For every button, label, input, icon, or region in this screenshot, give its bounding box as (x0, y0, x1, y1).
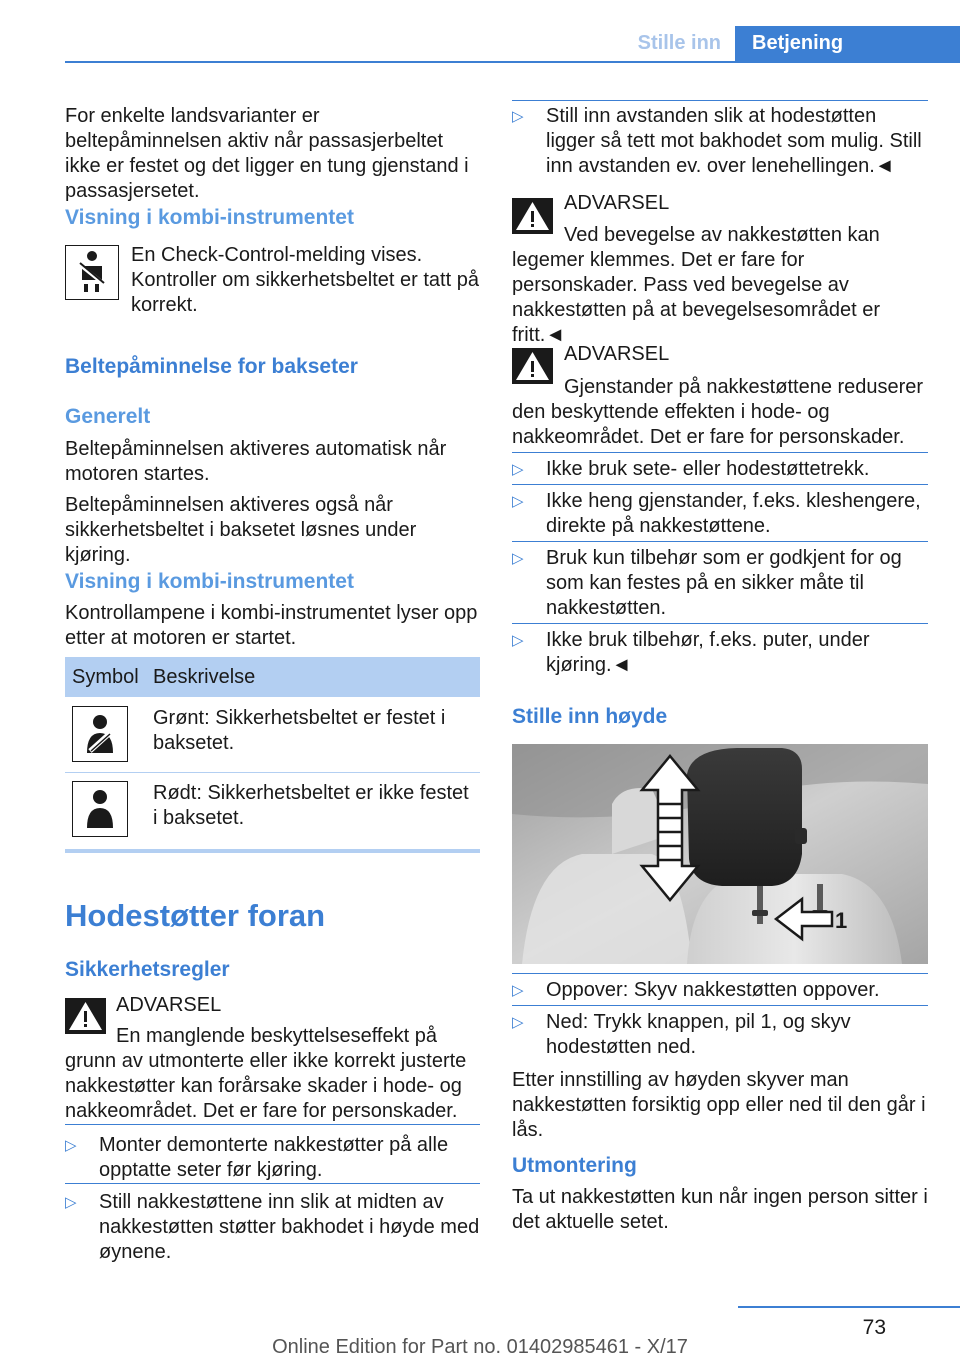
footer-rule (738, 1306, 960, 1308)
bullet-divider (512, 623, 928, 624)
photo-callout-1: 1 (835, 908, 848, 933)
bullet-triangle-icon: ▷ (512, 550, 524, 567)
table-end-rule (65, 849, 480, 853)
visning-1-text: En Check-Control-melding vises. Kontroller om sikkerhetsbeltet er tatt på korrekt. (131, 244, 479, 316)
bullet-divider (65, 1183, 480, 1184)
bullet-divider (512, 484, 928, 485)
table-row-1-description: Grønt: Sikkerhetsbeltet er festet i baksetet. (153, 707, 446, 754)
bullet-divider (65, 1124, 480, 1125)
seatbelt-reminder-icon (66, 246, 117, 298)
bullet-triangle-icon: ▷ (512, 493, 524, 510)
warning-1-label: ADVARSEL (564, 192, 670, 214)
bullet-triangle-icon: ▷ (512, 108, 524, 125)
bullet-triangle-icon: ▷ (512, 461, 524, 478)
table-row-2-description: Rødt: Sikkerhetsbeltet er ikke festet i baksetet. (153, 782, 469, 829)
bullet-divider (512, 541, 928, 542)
heading-generelt: Generelt (65, 405, 151, 428)
heading-hodestotter-foran: Hodestøtter foran (65, 898, 326, 933)
after-adjust-text: Etter innstilling av høyden skyver man nakkestøtten forsiktig opp eller ned til den går i lås. (512, 1069, 926, 1141)
heading-bakseter: Beltepåminnelse for bakseter (65, 355, 358, 378)
bullet-triangle-icon: ▷ (512, 632, 524, 649)
col-description-header: Beskrivelse (153, 666, 256, 688)
headrest-height-photo (512, 744, 928, 964)
generelt-paragraph-1: Beltepåminnelsen aktiveres automatisk når motoren startes. (65, 438, 447, 485)
headrest-illustration (512, 744, 928, 964)
bullet-divider (512, 1005, 928, 1006)
warning-1-text: Ved bevegelse av nakkestøtten kan legemer klemmes. Det er fare for personskader. Pass ved bevegelse av nakkestøtten på at bevegelsesområdet er fritt.◄ (512, 224, 880, 346)
heading-utmontering: Utmontering (512, 1154, 637, 1177)
page-number: 73 (862, 1316, 886, 1339)
heading-stille-inn-hoyde: Stille inn høyde (512, 705, 668, 728)
table-row-divider (65, 772, 480, 773)
bullet-triangle-icon: ▷ (512, 982, 524, 999)
footer-edition-text: Online Edition for Part no. 01402985461 - X/17 (272, 1336, 688, 1358)
intro-paragraph: For enkelte landsvarianter er beltepåminnelsen aktiv når passasjerbeltet ikke er festet og det ligger en tung gjenstand i passasjersetet. (65, 105, 469, 202)
warning-label: ADVARSEL (116, 994, 222, 1016)
page-header (0, 26, 960, 62)
belt-unfastened-icon-box (72, 781, 128, 837)
warning-2-text: Gjenstander på nakkestøttene reduserer den beskyttende effekten i hode- og nakkeområdet. Det er fare for personskader. (512, 376, 924, 448)
generelt-paragraph-2: Beltepåminnelsen aktiveres også når sikkerhetsbeltet i baksetet løsnes under kjøring. (65, 494, 417, 566)
section-tab: Stille inn (637, 32, 721, 54)
bullet-divider (512, 100, 928, 101)
bullet-triangle-icon: ▷ (65, 1194, 77, 1211)
bullet-divider (512, 452, 928, 453)
visning-2-text: Kontrollampene i kombi-instrumentet lyser opp etter at motoren er startet. (65, 602, 478, 649)
heading-visning-1: Visning i kombi-instrumentet (65, 206, 354, 229)
belt-warning-icon-box (65, 245, 119, 300)
bullet-triangle-icon: ▷ (512, 1014, 524, 1031)
col-symbol-header: Symbol (72, 666, 139, 688)
bullet-divider (512, 973, 928, 974)
heading-visning-2: Visning i kombi-instrumentet (65, 570, 354, 593)
header-rule (65, 61, 960, 63)
heading-sikkerhetsregler: Sikkerhetsregler (65, 958, 230, 981)
seatbelt-unfastened-icon (75, 784, 125, 834)
bullet-triangle-icon: ▷ (65, 1137, 77, 1154)
symbol-table-header (65, 657, 480, 697)
warning-2-label: ADVARSEL (564, 343, 670, 365)
warning-text: En manglende beskyttelseseffekt på grunn av utmonterte eller ikke korrekt justerte nakkestøtter kan forårsake skader i hode- og nakkeområdet. Det er fare for personskader. (65, 1025, 467, 1122)
utmontering-text: Ta ut nakkestøtten kun når ingen person sitter i det aktuelle setet. (512, 1186, 928, 1233)
chapter-tab: Betjening (735, 26, 960, 63)
seatbelt-fastened-icon (75, 709, 125, 759)
belt-fastened-icon-box (72, 706, 128, 762)
